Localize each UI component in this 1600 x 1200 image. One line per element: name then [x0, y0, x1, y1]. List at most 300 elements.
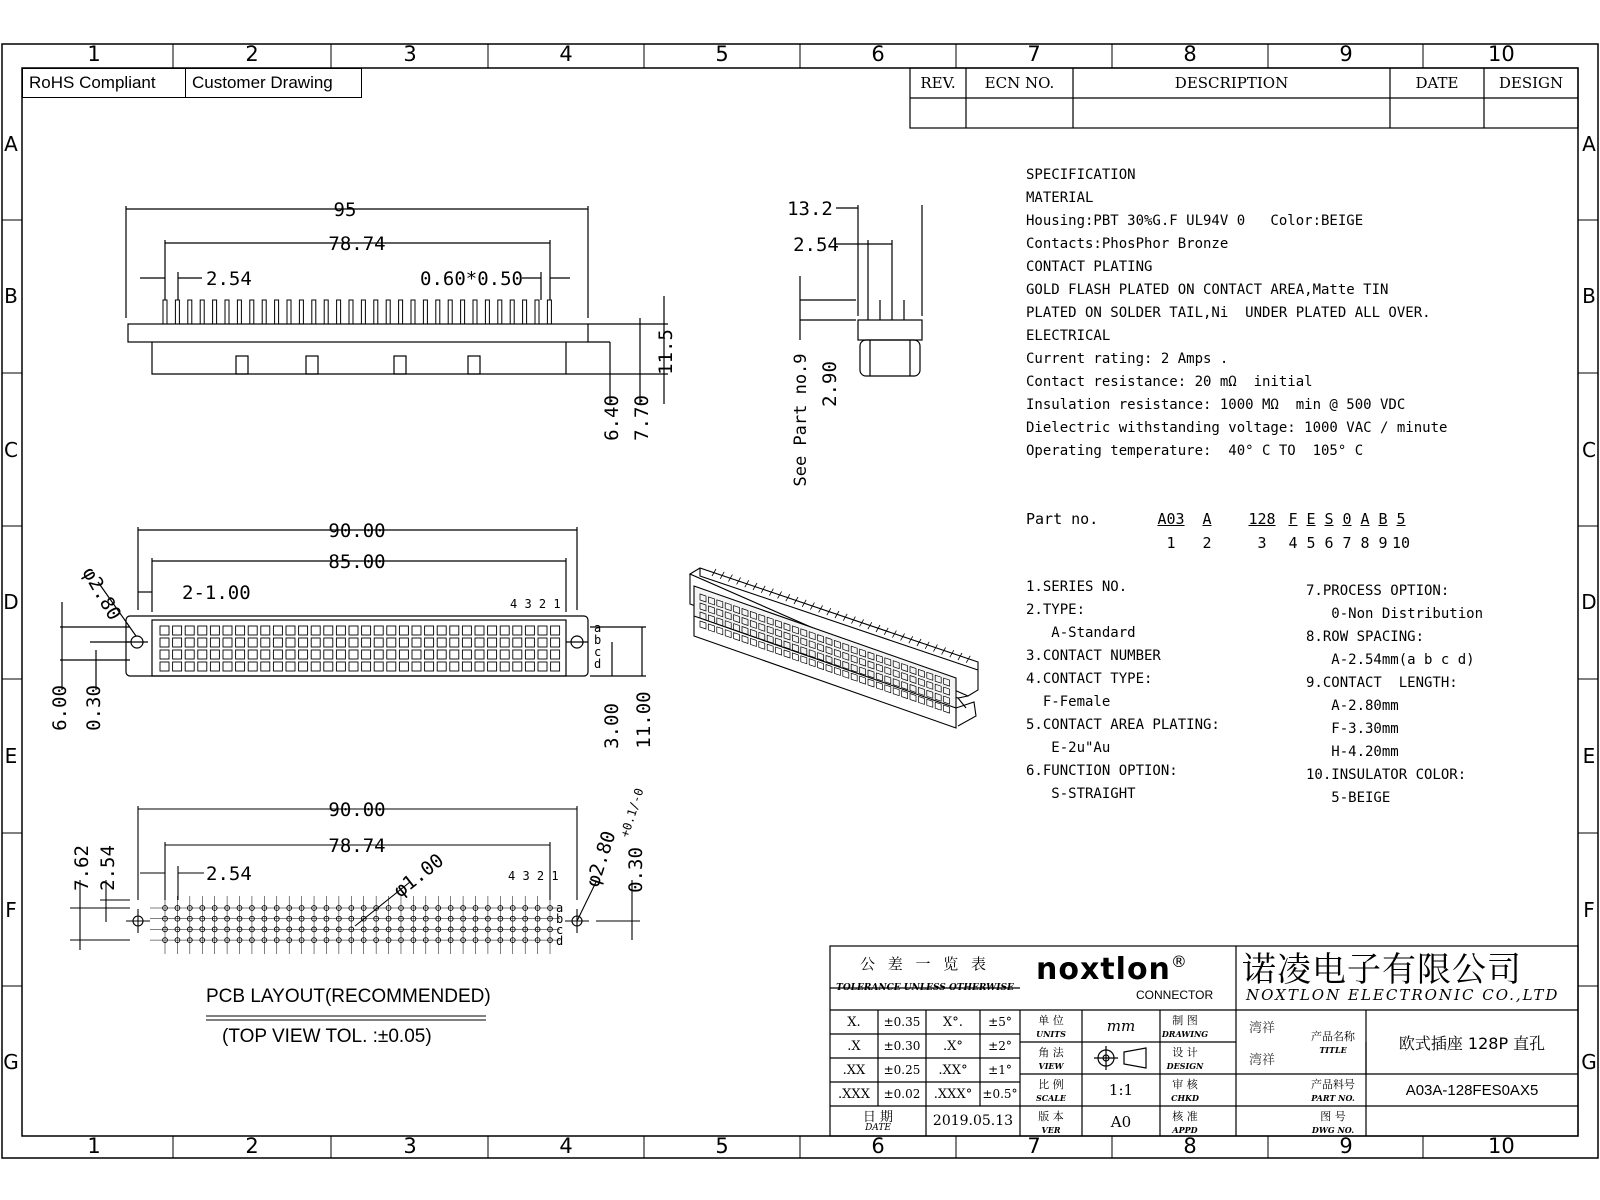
contact-cell [261, 650, 270, 659]
iso-contact [801, 656, 807, 664]
front-view [126, 206, 668, 404]
part-code: 128 [1248, 510, 1276, 528]
contact-cell [299, 638, 308, 647]
solder-pin [163, 300, 167, 324]
contact-cell [387, 638, 396, 647]
solder-pin [461, 300, 465, 324]
column-label: 6 [871, 1134, 885, 1158]
row-label: F [1583, 898, 1595, 922]
company-name-cn: 诺凌电子有限公司 [1242, 950, 1522, 990]
contact-cell [513, 626, 522, 635]
tol-angle-key: .XXX° [933, 1086, 973, 1102]
contact-cell [488, 662, 497, 671]
dim-top-11-00: 11.00 [633, 691, 655, 749]
solder-pin [448, 300, 452, 324]
contact-cell [223, 650, 232, 659]
solder-pin [399, 300, 403, 324]
spec-line: Insulation resistance: 1000 MΩ min @ 500 VDC [1026, 397, 1406, 413]
design-header: DESIGN [1498, 74, 1564, 92]
contact-cell [248, 638, 257, 647]
contact-cell [336, 650, 345, 659]
rev-header: REV. [920, 74, 956, 92]
tol-angle-key: .X° [943, 1038, 963, 1054]
column-label: 9 [1339, 1134, 1353, 1158]
customer-drawing-label: Customer Drawing [192, 73, 333, 92]
option-line: 0-Non Distribution [1306, 606, 1484, 622]
iso-contact [809, 659, 815, 667]
description-header: DESCRIPTION [1174, 74, 1289, 92]
contact-cell [324, 650, 333, 659]
contact-cell [450, 662, 459, 671]
contact-cell [248, 626, 257, 635]
pcb-caption-subtitle: (TOP VIEW TOL. :±0.05) [222, 1026, 432, 1047]
registered-mark: ® [1170, 952, 1188, 971]
units-label-cn: 单 位 [1038, 1014, 1064, 1027]
solder-pin [386, 300, 390, 324]
contact-cell [236, 650, 245, 659]
pcb-row-label: a [556, 901, 564, 915]
contact-cell [538, 662, 547, 671]
iso-contact [885, 685, 891, 693]
contact-cell [185, 626, 194, 635]
contact-cell [399, 626, 408, 635]
version-label-cn: 版 本 [1038, 1110, 1064, 1123]
top-row-label: b [594, 633, 602, 647]
iso-contact [935, 702, 941, 710]
part-index: 10 [1391, 534, 1411, 552]
contact-cell [462, 650, 471, 659]
drawing-value: 湾祥 [1248, 1020, 1275, 1036]
tol-key: .XX [842, 1062, 866, 1078]
units-label-en: UNITS [1036, 1029, 1066, 1039]
logo-subtitle: CONNECTOR [1136, 988, 1214, 1002]
design-label-cn: 设 计 [1172, 1046, 1198, 1059]
dim-pcb-mount: φ2.80 [581, 828, 621, 890]
contact-cell [198, 650, 207, 659]
approved-label-en: APPD [1172, 1125, 1198, 1135]
contact-cell [513, 638, 522, 647]
column-label: 3 [403, 1134, 417, 1158]
part-no-label: Part no. [1026, 510, 1099, 528]
logo-text: noxtlon [1036, 952, 1171, 987]
pcb-caption-title: PCB LAYOUT(RECOMMENDED) [206, 986, 491, 1007]
contact-cell [425, 638, 434, 647]
solder-pin [287, 300, 291, 324]
pcb-col-index: 4 3 2 1 [508, 869, 559, 883]
contact-cell [349, 638, 358, 647]
contact-cell [261, 626, 270, 635]
front-dims [206, 199, 677, 441]
rohs-label: RoHS Compliant [29, 73, 156, 92]
contact-cell [525, 650, 534, 659]
part-code: B [1378, 510, 1388, 528]
top-dims [49, 520, 655, 749]
date-header: DATE [1415, 74, 1459, 92]
tol-angle-value: ±1° [988, 1063, 1012, 1077]
iso-view [690, 568, 978, 728]
contact-cell [336, 662, 345, 671]
version-value: A0 [1110, 1113, 1132, 1131]
contact-cell [399, 638, 408, 647]
solder-pin [485, 300, 489, 324]
design-label-en: DESIGN [1166, 1061, 1204, 1071]
tolerance-title-en: TOLERANCE UNLESS OTHERWISE [836, 983, 1014, 993]
part-code: 5 [1396, 510, 1406, 528]
option-line: F-3.30mm [1306, 721, 1399, 737]
contact-cell [488, 638, 497, 647]
approved-label-cn: 核 准 [1172, 1110, 1198, 1123]
spec-line: Operating temperature: 40° C TO 105° C [1026, 443, 1364, 459]
contact-cell [299, 662, 308, 671]
contact-cell [173, 662, 182, 671]
tol-value: ±0.02 [883, 1087, 921, 1101]
row-label: G [3, 1050, 19, 1074]
contact-cell [374, 626, 383, 635]
date-value: 2019.05.13 [932, 1113, 1014, 1129]
scale-value: 1:1 [1108, 1081, 1134, 1099]
contact-cell [551, 638, 560, 647]
contact-cell [488, 650, 497, 659]
part-index: 2 [1202, 534, 1212, 552]
iso-contact [767, 644, 773, 652]
solder-pin [498, 300, 502, 324]
spec-line: Dielectric withstanding voltage: 1000 VAC / minute [1026, 420, 1448, 436]
part-index: 1 [1166, 534, 1176, 552]
contact-cell [551, 662, 560, 671]
tol-key: .X [847, 1038, 861, 1054]
company-name-en: NOXTLON ELECTRONIC CO.,LTD [1246, 986, 1560, 1004]
tol-angle-key: X°. [943, 1014, 963, 1030]
dim-top-0-30: 0.30 [83, 685, 105, 731]
dim-top-phi: φ2.80 [77, 563, 126, 625]
option-line: 10.INSULATOR COLOR: [1306, 767, 1467, 783]
contact-cell [261, 638, 270, 647]
tol-angle-value: ±5° [988, 1015, 1012, 1029]
dim-top-inner: 85.00 [328, 551, 386, 573]
iso-contact [826, 665, 832, 673]
column-label: 7 [1027, 1134, 1041, 1158]
dim-pin-span: 78.74 [328, 233, 386, 255]
contact-cell [425, 626, 434, 635]
product-title-label-en: TITLE [1319, 1045, 1347, 1055]
column-label: 9 [1339, 42, 1353, 66]
solder-pin [547, 300, 551, 324]
contact-cell [286, 626, 295, 635]
iso-contact [725, 630, 731, 638]
solder-pin [374, 300, 378, 324]
contact-cell [311, 662, 320, 671]
option-line: S-STRAIGHT [1026, 786, 1136, 802]
row-label: G [1581, 1050, 1597, 1074]
column-label: 2 [245, 1134, 259, 1158]
contact-cell [362, 638, 371, 647]
iso-contact [700, 621, 706, 629]
contact-cell [210, 638, 219, 647]
drawing-no-label-en: DWG NO. [1311, 1125, 1355, 1135]
option-line: E-2u"Au [1026, 740, 1111, 756]
iso-contact [717, 627, 723, 635]
iso-contact [876, 682, 882, 690]
iso-contact [918, 696, 924, 704]
pcb-row-label: c [556, 923, 564, 937]
row-label: F [5, 898, 17, 922]
column-label: 8 [1183, 42, 1197, 66]
top-row-labels [594, 621, 601, 671]
contact-cell [450, 650, 459, 659]
contact-cell [248, 650, 257, 659]
contact-cell [425, 650, 434, 659]
contact-cell [349, 650, 358, 659]
tol-value: ±0.35 [883, 1015, 921, 1029]
option-line: 2.TYPE: [1026, 602, 1086, 618]
scale-label-en: SCALE [1035, 1093, 1067, 1103]
iso-contact [759, 641, 765, 649]
contact-cell [513, 662, 522, 671]
checked-label-en: CHKD [1171, 1093, 1199, 1103]
contact-cell [412, 650, 421, 659]
iso-contact [910, 694, 916, 702]
tol-key: .XXX [838, 1086, 870, 1102]
column-label: 10 [1488, 42, 1515, 66]
solder-pin [237, 300, 241, 324]
contact-cell [210, 650, 219, 659]
pcb-hole-grid [150, 896, 560, 954]
contact-cell [160, 626, 169, 635]
tol-value: ±0.25 [883, 1063, 921, 1077]
dim-pcb-hole: φ1.00 [389, 849, 449, 902]
option-line: A-2.54mm(a b c d) [1306, 652, 1475, 668]
solder-pin [337, 300, 341, 324]
contact-cell [261, 662, 270, 671]
contact-cell [399, 662, 408, 671]
contact-cell [210, 662, 219, 671]
column-label: 10 [1488, 1134, 1515, 1158]
contact-cell [513, 650, 522, 659]
product-title-value: 欧式插座 128P 直孔 [1398, 1033, 1546, 1053]
contact-cell [223, 638, 232, 647]
contact-cell [374, 638, 383, 647]
customer-drawing-tag [185, 68, 362, 98]
contact-cell [475, 650, 484, 659]
contact-cell [475, 638, 484, 647]
solder-pin [299, 300, 303, 324]
column-label: 7 [1027, 42, 1041, 66]
contact-cell [437, 662, 446, 671]
spec-line: PLATED ON SOLDER TAIL,Ni UNDER PLATED ALL OVER. [1026, 305, 1431, 321]
solder-pin [535, 300, 539, 324]
part-code: S [1324, 510, 1334, 528]
side-view [800, 205, 922, 376]
contact-cell [185, 662, 194, 671]
spec-line: Contacts:PhosPhor Bronze [1026, 236, 1229, 252]
option-line: 1.SERIES NO. [1026, 579, 1128, 595]
dim-side-pitch: 2.54 [793, 234, 839, 256]
contact-cell [462, 662, 471, 671]
latch-slot [468, 356, 480, 374]
contact-cell [362, 626, 371, 635]
iso-contact [893, 688, 899, 696]
option-line: A-Standard [1026, 625, 1136, 641]
row-label: C [4, 438, 18, 462]
date-label-cn: 日 期 [862, 1109, 894, 1125]
dim-pcb-7-62: 7.62 [71, 845, 93, 891]
contact-cell [273, 626, 282, 635]
iso-contact [734, 633, 740, 641]
pcb-row-labels [556, 901, 563, 948]
part-code: A [1360, 510, 1370, 528]
solder-pin [423, 300, 427, 324]
iso-contact [843, 670, 849, 678]
contact-cell [236, 662, 245, 671]
checked-label-cn: 审 核 [1172, 1078, 1198, 1091]
scale-label-cn: 比 例 [1038, 1078, 1064, 1091]
row-label: A [1582, 132, 1596, 156]
option-line: 6.FUNCTION OPTION: [1026, 763, 1178, 779]
contact-cell [273, 650, 282, 659]
drawing-no-label-cn: 图 号 [1320, 1110, 1346, 1123]
row-label: C [1582, 438, 1596, 462]
solder-pin [225, 300, 229, 324]
iso-contact [868, 679, 874, 687]
solder-pin [361, 300, 365, 324]
contact-cell [437, 626, 446, 635]
contact-cell [525, 638, 534, 647]
contact-cell [374, 662, 383, 671]
contact-cell [185, 638, 194, 647]
spec-line: Contact resistance: 20 mΩ initial [1026, 374, 1313, 390]
iso-contact [927, 699, 933, 707]
contact-cell [450, 638, 459, 647]
solder-pin [411, 300, 415, 324]
solder-pin [473, 300, 477, 324]
option-line: 3.CONTACT NUMBER [1026, 648, 1161, 664]
part-code: E [1306, 510, 1316, 528]
tol-key: X. [847, 1014, 861, 1030]
spec-line: CONTACT PLATING [1026, 259, 1153, 275]
iso-contact [944, 705, 950, 713]
see-part-note: See Part no.9 [791, 353, 811, 487]
contact-cell [500, 626, 509, 635]
contact-cell [311, 626, 320, 635]
dim-pcb-tol: +0.1/-0 [617, 786, 647, 839]
option-line: H-4.20mm [1306, 744, 1399, 760]
contact-cell [349, 626, 358, 635]
iso-contact [784, 650, 790, 658]
rohs-tag [22, 68, 186, 98]
spec-line: ELECTRICAL [1026, 328, 1111, 344]
column-label: 1 [87, 42, 101, 66]
solder-pin [510, 300, 514, 324]
column-label: 2 [245, 42, 259, 66]
top-contact-grid [160, 626, 560, 671]
dim-pcb-overall: 90.00 [328, 799, 386, 821]
contact-cell [488, 626, 497, 635]
dim-depth: 13.2 [787, 198, 833, 220]
iso-contact [750, 638, 756, 646]
option-line: 8.ROW SPACING: [1306, 629, 1425, 645]
solder-pin [250, 300, 254, 324]
contact-cell [286, 650, 295, 659]
column-label: 1 [87, 1134, 101, 1158]
spec-line: GOLD FLASH PLATED ON CONTACT AREA,Matte TIN [1026, 282, 1389, 298]
contact-cell [273, 638, 282, 647]
dim-side-2-90: 2.90 [819, 361, 841, 407]
part-code: 0 [1342, 510, 1352, 528]
part-index: 9 [1378, 534, 1388, 552]
contact-cell [160, 662, 169, 671]
solder-pin [213, 300, 217, 324]
spec-line: Housing:PBT 30%G.F UL94V 0 Color:BEIGE [1026, 213, 1364, 229]
solder-pin [275, 300, 279, 324]
contact-cell [160, 650, 169, 659]
contact-cell [324, 662, 333, 671]
contact-cell [299, 650, 308, 659]
row-label: A [4, 132, 18, 156]
contact-cell [336, 626, 345, 635]
solder-pin [523, 300, 527, 324]
pcb-dims [71, 786, 647, 901]
dim-pcb-2-54: 2.54 [97, 845, 119, 891]
solder-pin [175, 300, 179, 324]
column-label: 5 [715, 42, 729, 66]
option-line: 4.CONTACT TYPE: [1026, 671, 1153, 687]
contact-cell [475, 626, 484, 635]
contact-cell [500, 650, 509, 659]
contact-cell [286, 638, 295, 647]
column-label: 5 [715, 1134, 729, 1158]
contact-cell [500, 662, 509, 671]
contact-cell [462, 638, 471, 647]
units-value: mm [1106, 1017, 1136, 1035]
column-label: 4 [559, 42, 573, 66]
row-label: E [1582, 744, 1596, 768]
iso-contact [792, 653, 798, 661]
contact-cell [173, 638, 182, 647]
drawing-label-cn: 制 图 [1172, 1014, 1198, 1027]
option-line: 9.CONTACT LENGTH: [1306, 675, 1458, 691]
contact-cell [173, 650, 182, 659]
contact-cell [525, 662, 534, 671]
latch-slot [306, 356, 318, 374]
part-no-value: A03A-128FES0AX5 [1405, 1081, 1539, 1099]
contact-cell [236, 626, 245, 635]
dim-height: 11.5 [655, 329, 677, 375]
latch-slot [236, 356, 248, 374]
ecn-header: ECN NO. [984, 74, 1055, 92]
dim-pcb-pitch: 2.54 [206, 863, 252, 885]
part-no-label-cn: 产品料号 [1311, 1078, 1355, 1091]
contact-cell [286, 662, 295, 671]
solder-pin [436, 300, 440, 324]
solder-pin [324, 300, 328, 324]
contact-cell [362, 662, 371, 671]
dim-7-70: 7.70 [631, 395, 653, 441]
tol-value: ±0.30 [883, 1039, 921, 1053]
spec-line: MATERIAL [1026, 190, 1094, 206]
dim-6-40: 6.40 [601, 395, 623, 441]
solder-pin [262, 300, 266, 324]
dim-top-holes: 2-1.00 [182, 582, 251, 604]
contact-cell [185, 650, 194, 659]
contact-cell [437, 650, 446, 659]
contact-cell [500, 638, 509, 647]
dim-pin-size: 0.60*0.50 [420, 268, 523, 290]
contact-cell [311, 638, 320, 647]
drawing-label-en: DRAWING [1161, 1029, 1209, 1039]
column-label: 3 [403, 42, 417, 66]
specification-block [1026, 164, 1447, 463]
dim-pcb-span: 78.74 [328, 835, 386, 857]
